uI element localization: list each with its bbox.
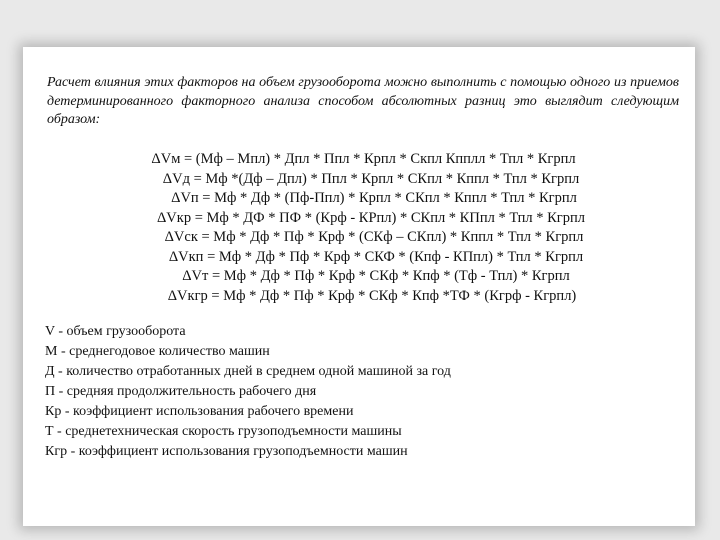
formula-delta-v-p: ΔVп = Мф * Дф * (Пф-Ппл) * Крпл * СКпл * Кппл * Тпл * Кгрпл — [171, 190, 577, 206]
formula-delta-v-t: ΔVт = Мф * Дф * Пф * Крф * СКф * Кпф * (Тф - Тпл) * Кгрпл — [182, 268, 570, 284]
formula-delta-v-kr: ΔVкр = Мф * ДФ * ПФ * (Крф - КРпл) * СКпл * КПпл * Тпл * Кгрпл — [156, 209, 585, 226]
legend-item: П - средняя продолжительность рабочего дня — [45, 384, 317, 399]
slide-page — [23, 47, 695, 526]
legend-item: Д - количество отработанных дней в среднем одной машиной за год — [45, 364, 451, 379]
variable-legend — [45, 322, 451, 462]
legend-item: V - объем грузооборота — [45, 324, 186, 339]
legend-item: Кр - коэффициент использования рабочего времени — [45, 404, 354, 419]
intro-paragraph: Расчет влияния этих факторов на объем грузооборота можно выполнить с помощью одного из приемов детерминированного факторного анализа способом абсолютных разниц это выглядит следующим образом: — [47, 75, 679, 127]
legend-item: Кгр - коэффициент использования грузоподъемности машин — [45, 444, 408, 459]
formula-delta-v-kp: ΔVкп = Мф * Дф * Пф * Крф * СКФ * (Кпф - КПпл) * Тпл * Кгрпл — [168, 248, 584, 265]
formula-delta-v-kgr: ΔVкгр = Мф * Дф * Пф * Крф * СКф * Кпф *ТФ * (Кгрф - Кгрпл) — [167, 287, 577, 304]
formula-delta-v-d: ΔVд = Мф *(Дф – Дпл) * Ппл * Крпл * СКпл * Кппл * Тпл * Кгрпл — [162, 170, 580, 187]
legend-item: Т - среднетехническая скорость грузоподъемности машины — [45, 424, 402, 439]
formula-delta-v-sk: ΔVск = Мф * Дф * Пф * Крф * (СКф – СКпл) * Кппл * Тпл * Кгрпл — [164, 229, 584, 245]
formula-delta-v-m: ΔVм = (Мф – Мпл) * Дпл * Ппл * Крпл * Скпл Кпплл * Тпл * Кгрпл — [151, 151, 576, 167]
legend-item: М - среднегодовое количество машин — [45, 344, 270, 359]
